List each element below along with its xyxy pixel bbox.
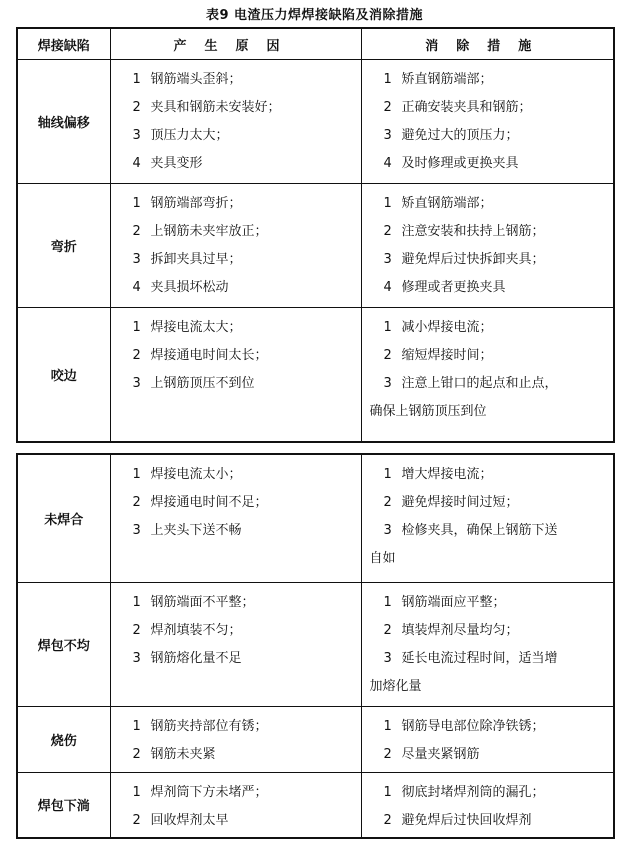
cause-list: 1 钢筋端面不平整； 2 焊剂填装不匀； 3 钢筋熔化量不足 [110, 582, 361, 706]
table-row [17, 454, 614, 582]
defect-name: 轴线偏移 [17, 60, 110, 184]
table-title: 表9 电渣压力焊焊接缺陷及消除措施 [205, 8, 424, 23]
defect-name: 未焊合 [17, 454, 110, 582]
defect-name: 弯折 [17, 184, 110, 308]
defect-name: 咬边 [17, 308, 110, 442]
cause-list: 1 钢筋端头歪斜； 2 夹具和钢筋未安装好； 3 顶压力太大； 4 夹具变形 [110, 60, 361, 184]
remedy-list: 1 钢筋导电部位除净铁锈； 2 尽量夹紧钢筋 [361, 706, 614, 772]
cause-list: 1 钢筋端部弯折； 2 上钢筋未夹牢放正； 3 拆卸夹具过早； 4 夹具损坏松动 [110, 184, 361, 308]
remedy-list: 1 彻底封堵焊剂筒的漏孔； 2 避免焊后过快回收焊剂 [361, 772, 614, 838]
table-row [17, 772, 614, 838]
cause-list: 1 焊剂筒下方未堵严； 2 回收焊剂太早 [110, 772, 361, 838]
defect-name: 焊包下淌 [17, 772, 110, 838]
table-row [17, 60, 614, 184]
table-row [17, 582, 614, 706]
remedy-list: 1 钢筋端面应平整； 2 填装焊剂尽量均匀； 3 延长电流过程时间，适当增 加熔化量 [361, 582, 614, 706]
header-defect: 焊接缺陷 [17, 28, 110, 60]
defects-table-lower [16, 453, 615, 839]
cause-list: 1 焊接电流太大； 2 焊接通电时间太长； 3 上钢筋顶压不到位 [110, 308, 361, 442]
header-cause: 产生原因 [110, 28, 361, 60]
table-row [17, 184, 614, 308]
header-row [17, 28, 614, 60]
remedy-list: 1 减小焊接电流； 2 缩短焊接时间； 3 注意上钳口的起点和止点， 确保上钢筋顶压到位 [361, 308, 614, 442]
defects-table-upper [16, 27, 615, 443]
cause-list: 1 钢筋夹持部位有锈； 2 钢筋未夹紧 [110, 706, 361, 772]
defect-name: 焊包不均 [17, 582, 110, 706]
remedy-list: 1 矫直钢筋端部； 2 注意安装和扶持上钢筋； 3 避免焊后过快拆卸夹具； 4 修理或者更换夹具 [361, 184, 614, 308]
header-remedy: 消除措施 [361, 28, 614, 60]
remedy-list: 1 增大焊接电流； 2 避免焊接时间过短； 3 检修夹具，确保上钢筋下送 自如 [361, 454, 614, 582]
table-row [17, 308, 614, 442]
table-row [17, 706, 614, 772]
defect-name: 烧伤 [17, 706, 110, 772]
cause-list: 1 焊接电流太小； 2 焊接通电时间不足； 3 上夹头下送不畅 [110, 454, 361, 582]
remedy-list: 1 矫直钢筋端部； 2 正确安装夹具和钢筋； 3 避免过大的顶压力； 4 及时修理或更换夹具 [361, 60, 614, 184]
